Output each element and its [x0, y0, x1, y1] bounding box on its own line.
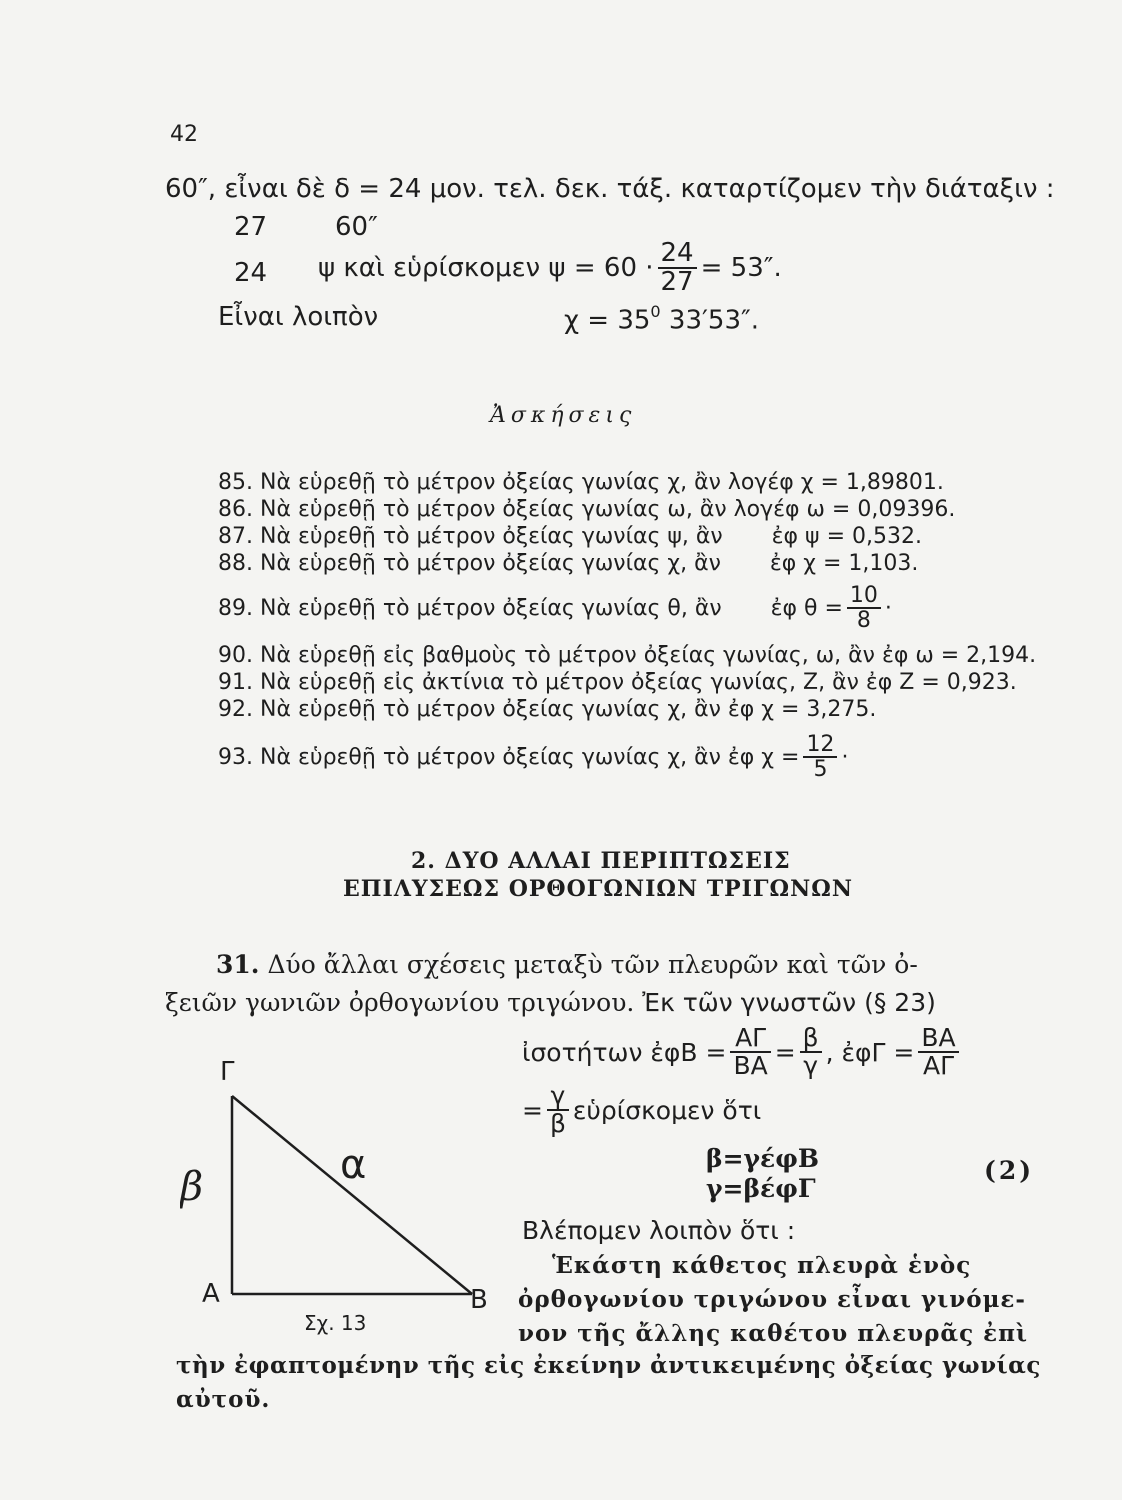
- intro-row2-a: 24: [234, 258, 268, 288]
- eq1-fraction-3: [918, 1022, 958, 1080]
- equation-line-2: [522, 1082, 761, 1138]
- fraction-denominator: β: [547, 1109, 569, 1137]
- degree-mark: 0: [650, 302, 661, 321]
- exercise-item: [218, 580, 892, 636]
- exercise-tail: ·: [841, 744, 849, 770]
- exercises-heading: Ἀσκήσεις: [490, 403, 637, 428]
- vertex-label-beta: Β: [470, 1285, 488, 1315]
- exercise-tail: ·: [884, 595, 892, 621]
- formula-tag: (2): [984, 1156, 1035, 1185]
- exercise-number: 87.: [218, 524, 253, 549]
- exercise-fraction: [803, 733, 837, 781]
- triangle-hypotenuse: [232, 1096, 472, 1294]
- intro-row3-value: [564, 302, 759, 335]
- rule-line-2: ὀρθογωνίου τριγώνου εἶναι γινόμε-: [518, 1286, 1026, 1313]
- exercise-text: Νὰ εὑρεθῇ τὸ μέτρον ὀξείας γωνίας χ, ἂν ἐφ χ = 1,103.: [260, 551, 919, 576]
- intro-line: 60″, εἶναι δὲ δ = 24 μον. τελ. δεκ. τάξ. καταρτίζομεν τὴν διάταξιν :: [165, 174, 1055, 204]
- exercise-number: 92.: [218, 697, 253, 722]
- exercise-fraction: [847, 584, 881, 632]
- eq2-text: εὑρίσκομεν ὅτι: [572, 1095, 762, 1125]
- fraction-denominator: 5: [803, 756, 837, 781]
- exercise-item: [218, 728, 848, 786]
- eq1-fraction-2: [800, 1022, 822, 1080]
- exercise-item: [218, 551, 918, 576]
- rule-line-4: τὴν ἐφαπτομένην τῆς εἰς ἐκείνην ἀντικειμένης ὀξείας γωνίας: [176, 1352, 1041, 1379]
- exercise-item: [218, 497, 955, 522]
- conclusion-intro: Βλέπομεν λοιπὸν ὅτι :: [522, 1216, 796, 1245]
- fraction-numerator: γ: [550, 1080, 566, 1110]
- exercise-text: Νὰ εὑρεθῇ τὸ μέτρον ὀξείας γωνίας χ, ἂν ἐφ χ =: [260, 744, 800, 770]
- exercise-text: Νὰ εὑρεθῇ εἰς ἀκτίνια τὸ μέτρον ὀξείας γωνίας, Ζ, ἂν ἐφ Ζ = 0,923.: [260, 670, 1017, 695]
- intro-row2-result: = 53″.: [700, 253, 782, 283]
- eq2-fraction: [547, 1080, 569, 1138]
- exercise-text: Νὰ εὑρεθῇ τὸ μέτρον ὀξείας γωνίας θ, ἂν ἐφ θ =: [260, 595, 843, 621]
- paragraph-number: 31.: [216, 950, 260, 979]
- intro-row1-b: 60″: [335, 212, 378, 242]
- exercise-text: Νὰ εὑρεθῇ τὸ μέτρον ὀξείας γωνίας χ, ἂν ἐφ χ = 3,275.: [260, 697, 877, 722]
- side-label-a: α: [340, 1142, 367, 1188]
- exercise-item: [218, 470, 944, 495]
- exercise-number: 88.: [218, 551, 253, 576]
- exercise-number: 85.: [218, 470, 253, 495]
- exercise-number: 90.: [218, 643, 253, 668]
- intro-row3-label: Εἶναι λοιπὸν: [218, 302, 379, 332]
- exercise-item: [218, 697, 876, 722]
- intro-row2-fraction: [658, 237, 697, 297]
- paragraph-heading-text: ξειῶν γωνιῶν ὀρθογωνίου τριγώνου.: [165, 988, 635, 1017]
- exercise-number: 86.: [218, 497, 253, 522]
- fraction-denominator: 27: [658, 267, 697, 296]
- paragraph-heading-line2: [165, 988, 936, 1017]
- rule-line-5: αὐτοῦ.: [176, 1386, 271, 1413]
- section-title-line2: ΕΠΙΛΥΣΕΩΣ ΟΡΘΟΓΩΝΙΩΝ ΤΡΙΓΩΝΩΝ: [343, 876, 853, 902]
- fraction-numerator: β: [802, 1022, 819, 1052]
- eq1-middle: , ἐφΓ =: [825, 1037, 915, 1067]
- rule-line-1: Ἑκάστη κάθετος πλευρὰ ἑνὸς: [552, 1252, 972, 1279]
- fraction-numerator: 10: [849, 582, 878, 608]
- triangle-figure: [180, 1050, 510, 1340]
- page-number: 42: [170, 122, 198, 147]
- exercise-item: [218, 524, 922, 549]
- paragraph-heading-text: Δύο ἄλλαι σχέσεις μεταξὺ τῶν πλευρῶν καὶ τῶν ὀ-: [267, 950, 918, 979]
- fraction-numerator: ΑΓ: [735, 1022, 767, 1052]
- fraction-denominator: 8: [847, 607, 881, 632]
- angle-rest: 33′53″.: [660, 305, 759, 336]
- eq1-label: ἰσοτήτων ἐφΒ =: [522, 1037, 727, 1067]
- exercise-text: Νὰ εὑρεθῇ εἰς βαθμοὺς τὸ μέτρον ὀξείας γωνίας, ω, ἂν ἐφ ω = 2,194.: [260, 643, 1037, 668]
- paragraph-after-heading: Ἐκ τῶν γνωστῶν (§ 23): [642, 988, 936, 1017]
- angle-value: χ = 35: [564, 305, 651, 336]
- fraction-numerator: ΒΑ: [921, 1022, 956, 1052]
- fraction-denominator: ΑΓ: [918, 1051, 958, 1079]
- fraction-denominator: ΒΑ: [730, 1051, 770, 1079]
- vertex-label-gamma: Γ: [220, 1057, 235, 1087]
- exercise-number: 93.: [218, 744, 253, 770]
- eq1-fraction-1: [730, 1022, 770, 1080]
- side-label-b: β: [180, 1164, 204, 1210]
- formula-1: β=γέφΒ: [706, 1144, 820, 1173]
- intro-row2-equation: [318, 238, 782, 298]
- exercise-text: Νὰ εὑρεθῇ τὸ μέτρον ὀξείας γωνίας χ, ἂν λογέφ χ = 1,89801.: [260, 470, 944, 495]
- section-title-line1: 2. ΔΥΟ ΑΛΛΑΙ ΠΕΡΙΠΤΩΣΕΙΣ: [411, 848, 791, 874]
- exercise-text: Νὰ εὑρεθῇ τὸ μέτρον ὀξείας γωνίας ω, ἂν λογέφ ω = 0,09396.: [260, 497, 956, 522]
- exercise-text: Νὰ εὑρεθῇ τὸ μέτρον ὀξείας γωνίας ψ, ἂν ἐφ ψ = 0,532.: [260, 524, 922, 549]
- equation-line-1: [522, 1022, 963, 1082]
- fraction-numerator: 24: [660, 237, 694, 268]
- paragraph-heading-line1: [216, 950, 918, 979]
- equals-sign: =: [522, 1095, 543, 1125]
- figure-caption: Σχ. 13: [304, 1311, 367, 1335]
- fraction-numerator: 12: [806, 731, 835, 757]
- intro-row1-a: 27: [234, 212, 268, 242]
- exercise-item: [218, 670, 1017, 695]
- vertex-label-alpha: Α: [202, 1279, 220, 1309]
- equals-sign: =: [774, 1037, 796, 1067]
- exercise-item: [218, 643, 1036, 668]
- exercise-number: 89.: [218, 595, 253, 621]
- rule-line-3: νον τῆς ἄλλης καθέτου πλευρᾶς ἐπὶ: [518, 1320, 1029, 1347]
- intro-row2-text: ψ καὶ εὑρίσκομεν ψ = 60 ·: [318, 253, 654, 283]
- fraction-denominator: γ: [800, 1051, 822, 1079]
- exercise-number: 91.: [218, 670, 253, 695]
- formula-2: γ=βέφΓ: [706, 1174, 816, 1203]
